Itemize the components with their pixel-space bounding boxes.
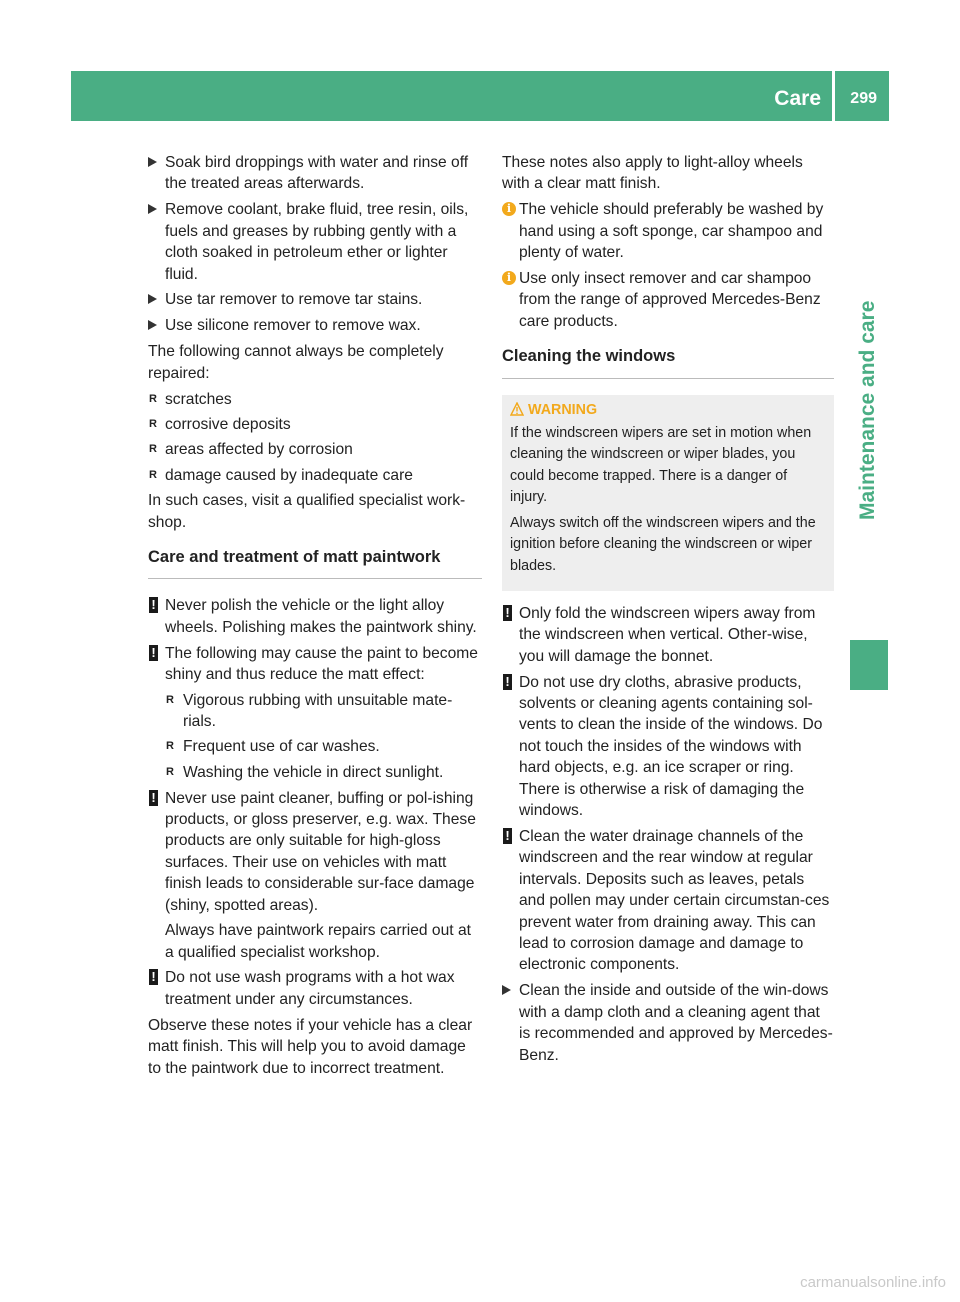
- caution-note: [148, 788, 482, 963]
- step-arrow-icon: [148, 294, 157, 304]
- header-divider: [832, 71, 835, 121]
- note-text: Use only insect remover and car shampoo from the range of approved Mercedes-Benz care products.: [519, 270, 821, 330]
- note-text: Only fold the windscreen wipers away from the windscreen when vertical. Other-wise, you will damage the bonnet.: [519, 604, 816, 665]
- bullet-icon: R: [149, 468, 157, 481]
- list-item-text: areas affected by corrosion: [165, 441, 353, 459]
- list-item: [148, 389, 482, 410]
- step-arrow-icon: [502, 985, 511, 995]
- warning-text: Always switch off the windscreen wipers and the ignition before cleaning the windscreen or wiper blades.: [510, 514, 816, 574]
- info-note: [502, 268, 834, 332]
- note-text: Clean the water drainage channels of the windscreen and the rear window at regular intervals. Deposits such as leaves, petals and pollen may under certain circumstan-ces prevent water from draining away. This can lead to corrosion damage and damage to electronic components.: [519, 827, 830, 974]
- step-arrow-icon: [148, 204, 157, 214]
- step-text: Clean the inside and outside of the win-dows with a damp cloth and a cleaning agent that is recommended and approved by Mercedes-Benz.: [519, 982, 833, 1064]
- caution-note: [148, 595, 482, 638]
- caution-note: [502, 672, 834, 822]
- list-item: [148, 465, 482, 486]
- page-header-bar: [71, 71, 889, 121]
- bullet-icon: R: [166, 693, 174, 706]
- caution-note: [148, 643, 482, 783]
- list-item-text: Vigorous rubbing with unsuitable mate-rials.: [183, 691, 453, 730]
- caution-note: [148, 967, 482, 1010]
- list-item-text: scratches: [165, 390, 232, 408]
- bullet-icon: R: [149, 392, 157, 405]
- caution-note: [502, 603, 834, 667]
- exclamation-icon: !: [149, 645, 158, 661]
- instruction-step: [148, 315, 482, 336]
- left-column: [148, 152, 482, 1083]
- list-item-text: damage caused by inadequate care: [165, 466, 413, 484]
- note-text: The vehicle should preferably be washed by hand using a soft sponge, car shampoo and plenty of water.: [519, 201, 824, 262]
- section-heading: Care and treatment of matt paintwork: [148, 547, 482, 579]
- section-heading: Cleaning the windows: [502, 346, 834, 378]
- warning-title: WARNING: [528, 401, 598, 418]
- right-column: [502, 152, 834, 1070]
- side-tab-label: Maintenance and care: [856, 300, 879, 520]
- step-arrow-icon: [148, 157, 157, 167]
- section-title: Care: [774, 87, 821, 110]
- warning-triangle-icon: [510, 402, 524, 416]
- note-text: Never polish the vehicle or the light alloy wheels. Polishing makes the paintwork shiny.: [165, 597, 477, 636]
- list-item: [165, 690, 482, 733]
- warning-header: [510, 400, 826, 421]
- step-text: Use silicone remover to remove wax.: [165, 317, 421, 335]
- instruction-step: [148, 289, 482, 310]
- list-item: [148, 439, 482, 460]
- list-item: [165, 762, 482, 783]
- body-paragraph: In such cases, visit a qualified specialist work-shop.: [148, 492, 466, 531]
- side-tab-marker: [850, 640, 888, 690]
- list-item: [148, 414, 482, 435]
- step-text: Remove coolant, brake fluid, tree resin, oils, fuels and greases by rubbing gently with a cloth soaked in petroleum ether or lighter fluid.: [165, 201, 469, 283]
- bullet-icon: R: [149, 443, 157, 456]
- note-text: Never use paint cleaner, buffing or pol-ishing products, or gloss preserver, e.g. wax. These products are only suitable for high-gloss surfaces. Their use on vehicles with matt finish leads to considerable sur-face damage (shiny, spotted areas).: [165, 789, 476, 914]
- page-number: 299: [850, 90, 877, 107]
- caution-note: [502, 826, 834, 976]
- exclamation-icon: !: [503, 828, 512, 844]
- body-paragraph: Observe these notes if your vehicle has a clear matt finish. This will help you to avoid damage to the paintwork due to incorrect treatment.: [148, 1016, 473, 1077]
- note-extra: Always have paintwork repairs carried out at a qualified specialist workshop.: [165, 922, 471, 961]
- instruction-step: [502, 980, 834, 1066]
- list-item-text: Washing the vehicle in direct sunlight.: [183, 763, 444, 781]
- exclamation-icon: !: [503, 674, 512, 690]
- info-icon: i: [502, 271, 516, 285]
- exclamation-icon: !: [149, 597, 158, 613]
- body-paragraph: The following cannot always be completely repaired:: [148, 343, 444, 382]
- note-sublist: [165, 690, 482, 784]
- step-text: Soak bird droppings with water and rinse off the treated areas afterwards.: [165, 154, 469, 193]
- info-icon: i: [502, 202, 516, 216]
- body-paragraph: These notes also apply to light-alloy wheels with a clear matt finish.: [502, 154, 803, 193]
- watermark: carmanualsonline.info: [800, 1274, 946, 1291]
- exclamation-icon: !: [149, 969, 158, 985]
- step-arrow-icon: [148, 320, 157, 330]
- exclamation-icon: !: [503, 605, 512, 621]
- warning-box: [502, 395, 834, 591]
- warning-text: If the windscreen wipers are set in motion when cleaning the windscreen or wiper blades, you could become trapped. There is a danger of injury.: [510, 425, 812, 506]
- exclamation-icon: !: [149, 790, 158, 806]
- list-item: [165, 736, 482, 757]
- step-text: Use tar remover to remove tar stains.: [165, 291, 423, 309]
- list-item-text: corrosive deposits: [165, 415, 291, 433]
- instruction-step: [148, 152, 482, 195]
- note-text: Do not use dry cloths, abrasive products, solvents or cleaning agents containing sol-vents to clean the inside of the windows. Do not touch the insides of the windows with hard objects, e.g. an ice scraper or ring. There is otherwise a risk of damaging the windows.: [519, 673, 823, 820]
- instruction-step: [148, 199, 482, 285]
- list-item-text: Frequent use of car washes.: [183, 738, 380, 756]
- bullet-icon: R: [166, 740, 174, 753]
- note-text: Do not use wash programs with a hot wax treatment under any circumstances.: [165, 969, 455, 1008]
- info-note: [502, 199, 834, 263]
- bullet-icon: R: [166, 765, 174, 778]
- note-text: The following may cause the paint to become shiny and thus reduce the matt effect:: [165, 644, 478, 684]
- bullet-icon: R: [149, 417, 157, 430]
